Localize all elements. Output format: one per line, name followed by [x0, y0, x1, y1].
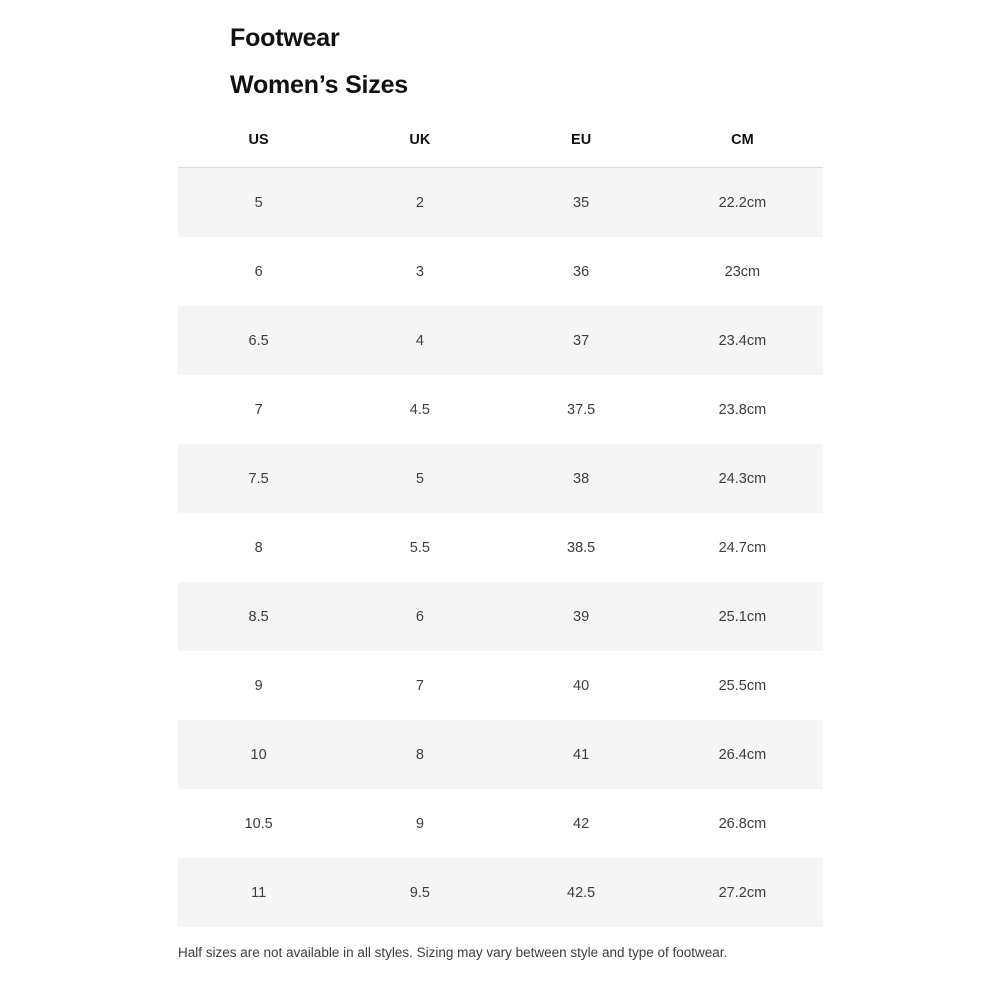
table-header-row: [178, 132, 823, 168]
cell-cm: 23.8cm: [662, 375, 823, 444]
table-row: [178, 513, 823, 582]
cell-us: 11: [178, 858, 339, 927]
cell-us: 9: [178, 651, 339, 720]
cell-eu: 37.5: [501, 375, 662, 444]
cell-us: 10.5: [178, 789, 339, 858]
column-header-uk: UK: [339, 132, 500, 168]
cell-eu: 38: [501, 444, 662, 513]
cell-eu: 40: [501, 651, 662, 720]
cell-eu: 36: [501, 237, 662, 306]
cell-eu: 42.5: [501, 858, 662, 927]
cell-cm: 24.3cm: [662, 444, 823, 513]
cell-uk: 9.5: [339, 858, 500, 927]
table-row: [178, 375, 823, 444]
cell-uk: 4: [339, 306, 500, 375]
table-row: [178, 789, 823, 858]
cell-us: 5: [178, 168, 339, 238]
cell-uk: 9: [339, 789, 500, 858]
table-row: [178, 306, 823, 375]
cell-cm: 25.1cm: [662, 582, 823, 651]
cell-uk: 2: [339, 168, 500, 238]
cell-uk: 6: [339, 582, 500, 651]
cell-cm: 24.7cm: [662, 513, 823, 582]
size-chart-content: [178, 26, 823, 977]
cell-eu: 35: [501, 168, 662, 238]
table-header: [178, 132, 823, 168]
cell-us: 6.5: [178, 306, 339, 375]
cell-eu: 42: [501, 789, 662, 858]
table-row: [178, 582, 823, 651]
cell-uk: 7: [339, 651, 500, 720]
cell-eu: 41: [501, 720, 662, 789]
cell-cm: 25.5cm: [662, 651, 823, 720]
table-row: [178, 168, 823, 238]
cell-cm: 26.8cm: [662, 789, 823, 858]
table-row: [178, 237, 823, 306]
cell-uk: 5.5: [339, 513, 500, 582]
cell-uk: 4.5: [339, 375, 500, 444]
table-row: [178, 444, 823, 513]
title-block: [178, 26, 823, 98]
cell-uk: 5: [339, 444, 500, 513]
page-title: Footwear: [230, 24, 340, 52]
cell-uk: 8: [339, 720, 500, 789]
column-header-us: US: [178, 132, 339, 168]
cell-us: 8: [178, 513, 339, 582]
column-header-cm: CM: [662, 132, 823, 168]
size-conversion-table: [178, 132, 823, 927]
cell-us: 10: [178, 720, 339, 789]
column-header-eu: EU: [501, 132, 662, 168]
table-row: [178, 858, 823, 927]
cell-eu: 37: [501, 306, 662, 375]
cell-us: 7: [178, 375, 339, 444]
cell-cm: 26.4cm: [662, 720, 823, 789]
cell-cm: 27.2cm: [662, 858, 823, 927]
cell-us: 6: [178, 237, 339, 306]
table-row: [178, 651, 823, 720]
page-subtitle: Women’s Sizes: [230, 71, 409, 99]
cell-cm: 23cm: [662, 237, 823, 306]
footnote-text: Half sizes are not available in all styles. Sizing may vary between style and type of footwear.: [178, 945, 728, 960]
table-row: [178, 720, 823, 789]
cell-us: 8.5: [178, 582, 339, 651]
cell-eu: 39: [501, 582, 662, 651]
cell-cm: 23.4cm: [662, 306, 823, 375]
cell-uk: 3: [339, 237, 500, 306]
cell-eu: 38.5: [501, 513, 662, 582]
cell-us: 7.5: [178, 444, 339, 513]
table-body: [178, 168, 823, 928]
cell-cm: 22.2cm: [662, 168, 823, 238]
